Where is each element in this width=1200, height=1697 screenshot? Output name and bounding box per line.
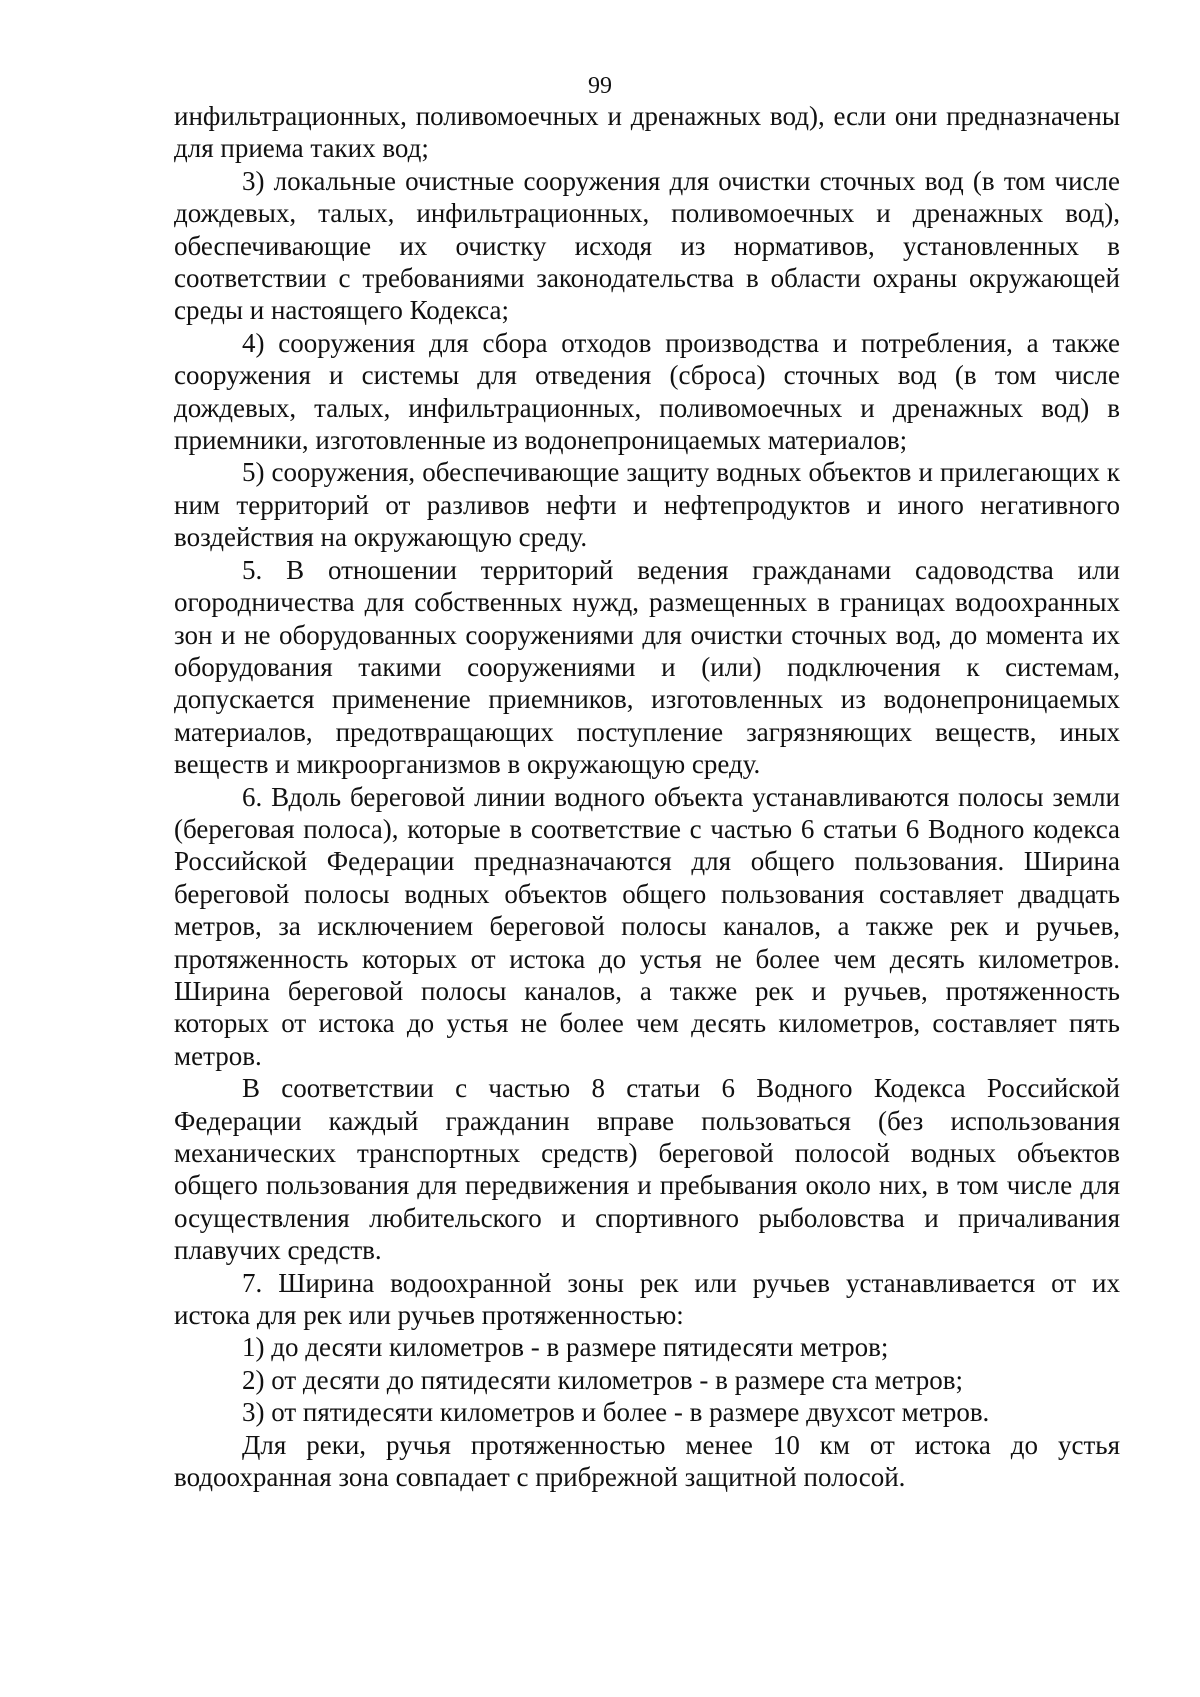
paragraph-short-river-note: Для реки, ручья протяженностью менее 10 км от истока до устья водоохранная зона совпадает с прибрежной защитной полосой.	[174, 1429, 1120, 1493]
paragraph-item-4: 4) сооружения для сбора отходов производства и потребления, а также сооружения и системы для отведения (сброса) сточных вод (в том числе дождевых, талых, инфильтрационных, поливомоечных и дренажных вод) в приемники, изготовленные из водонепроницаемых материалов;	[174, 327, 1120, 456]
paragraph-item-5: 5) сооружения, обеспечивающие защиту водных объектов и прилегающих к ним территорий от разливов нефти и нефтепродуктов и иного негативного воздействия на окружающую среду.	[174, 457, 1120, 553]
list-item-2: 2) от десяти до пятидесяти километров - в размере ста метров;	[242, 1364, 963, 1395]
list-item-3: 3) от пятидесяти километров и более - в размере двухсот метров.	[242, 1397, 990, 1428]
paragraph-water-code-part-8: В соответствии с частью 8 статьи 6 Водного Кодекса Российской Федерации каждый гражданин вправе пользоваться (без использования механических транспортных средств) береговой полосой водных объектов общего пользования для передвижения и пребывания около них, в том числе для осуществления любительского и спортивного рыболовства и причаливания плавучих средств.	[174, 1073, 1120, 1266]
page-number: 99	[588, 73, 612, 99]
paragraph-continuation: инфильтрационных, поливомоечных и дренажных вод), если они предназначены для приема таких вод;	[174, 101, 1120, 164]
paragraph-section-5: 5. В отношении территорий ведения гражданами садоводства или огородничества для собственных нужд, размещенных в границах водоохранных зон и не оборудованных сооружениями для очистки сточных вод, до момента их оборудования такими сооружениями и (или) подключения к системам, допускается применение приемников, изготовленных из водонепроницаемых материалов, предотвращающих поступление загрязняющих веществ, иных веществ и микроорганизмов в окружающую среду.	[174, 554, 1120, 780]
paragraph-section-6: 6. Вдоль береговой линии водного объекта устанавливаются полосы земли (береговая полоса), которые в соответствие с частью 6 статьи 6 Водного кодекса Российской Федерации предназначаются для общего пользования. Ширина береговой полосы водных объектов общего пользования составляет двадцать метров, за исключением береговой полосы каналов, а также рек и ручьев, протяженность которых от истока до устья не более чем десять километров. Ширина береговой полосы каналов, а также рек и ручьев, протяженность которых от истока до устья не более чем десять километров, составляет пять метров.	[174, 781, 1120, 1071]
document-body	[174, 100, 1120, 1493]
list-item-1: 1) до десяти километров - в размере пятидесяти метров;	[242, 1332, 889, 1363]
paragraph-item-3: 3) локальные очистные сооружения для очистки сточных вод (в том числе дождевых, талых, инфильтрационных, поливомоечных и дренажных вод), обеспечивающие их очистку исходя из нормативов, установленных в соответствии с требованиями законодательства в области охраны окружающей среды и настоящего Кодекса;	[174, 165, 1120, 326]
paragraph-section-7: 7. Ширина водоохранной зоны рек или ручьев устанавливается от их истока для рек или ручьев протяженностью:	[174, 1267, 1120, 1331]
